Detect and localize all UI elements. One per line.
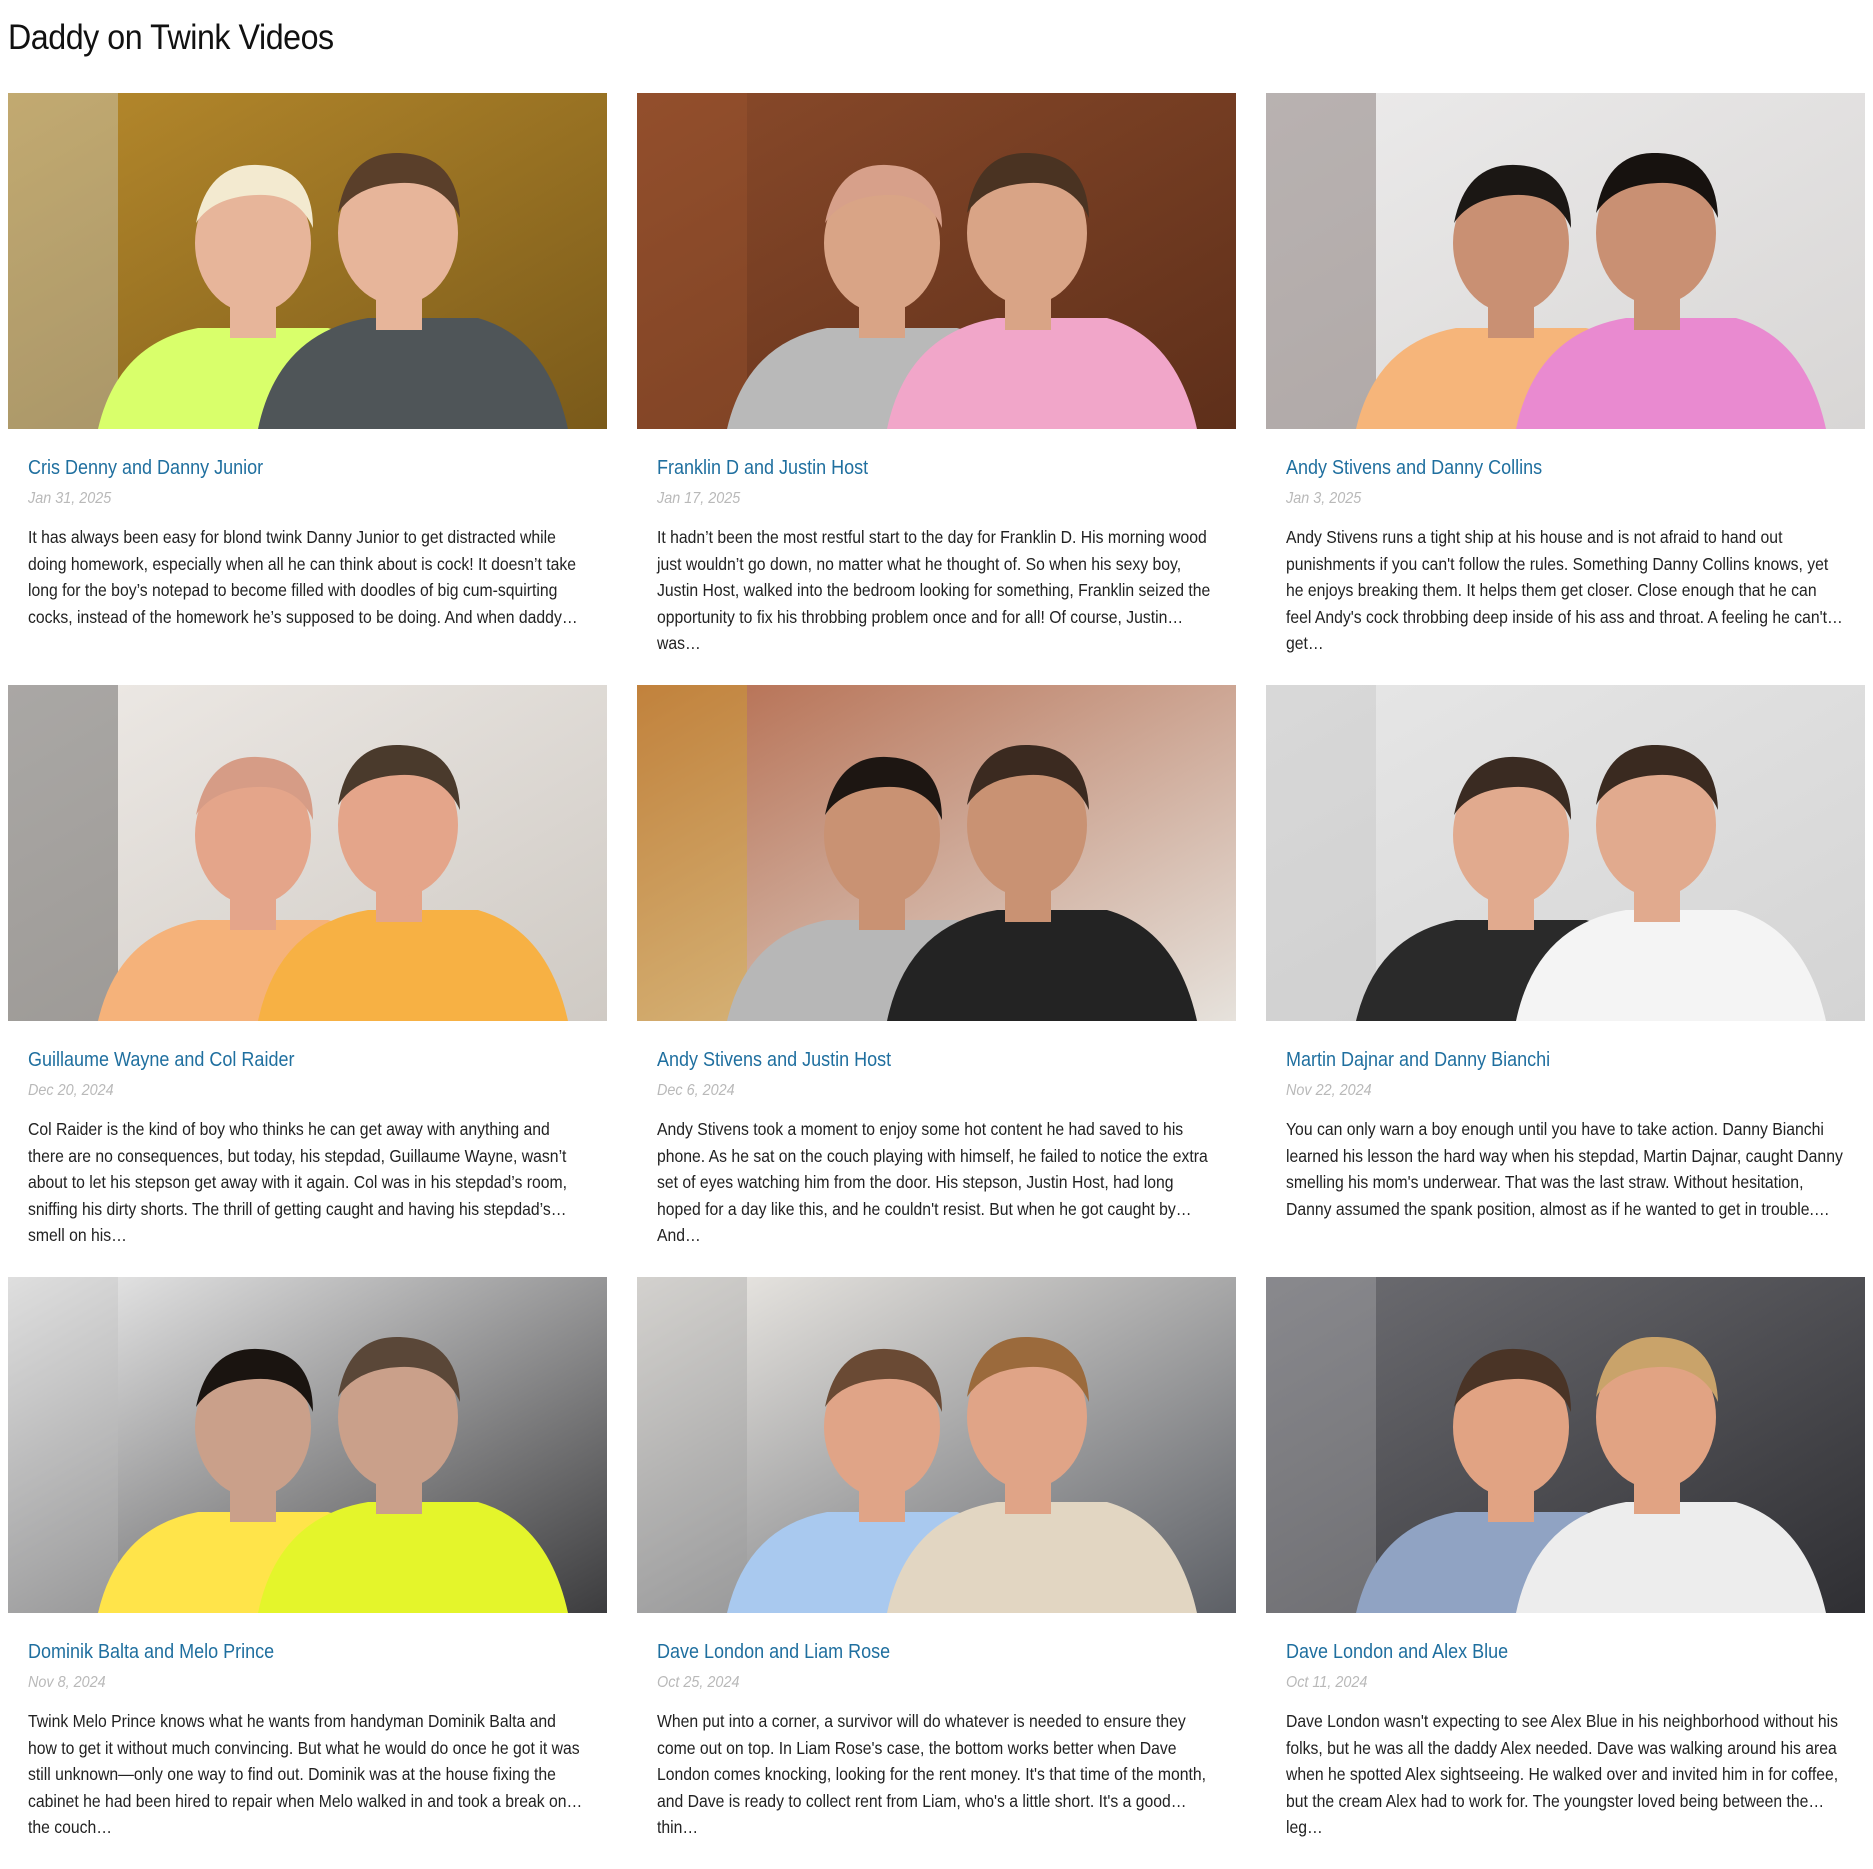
video-card — [8, 93, 607, 685]
video-title-link[interactable]: Dave London and Alex Blue — [1286, 1641, 1509, 1663]
video-description: Andy Stivens took a moment to enjoy some hot content he had saved to his phone. As he sat on the couch playing with himself, he failed to notice the extra set of eyes watching him from the door. His stepson, Justin Host, had long hoped for a day like this, and he couldn't resist. But when he got caught by And… — [657, 1119, 1208, 1245]
video-card — [637, 685, 1236, 1277]
video-description: Col Raider is the kind of boy who thinks he can get away with anything and there are no consequences, but today, his stepdad, Guillaume Wayne, wasn’t about to let his stepson get away with it again. Col was in his stepdad’s room, sniffing his dirty shorts. The thrill of getting caught and having his stepdad’s smell on his… — [28, 1119, 568, 1245]
video-title-link[interactable]: Guillaume Wayne and Col Raider — [28, 1049, 295, 1071]
video-grid — [8, 93, 1865, 1869]
video-card — [1266, 1277, 1865, 1869]
video-description: Dave London wasn't expecting to see Alex Blue in his neighborhood without his folks, but he was all the daddy Alex needed. Dave was walking around his area when he spotted Alex sightseeing. He walked over and invited him in for coffee, but the cream Alex had to work for. The youngster loved being between the leg… — [1286, 1711, 1839, 1837]
video-title-link[interactable]: Franklin D and Justin Host — [657, 457, 869, 479]
video-description: It has always been easy for blond twink Danny Junior to get distracted while doing homework, especially when all he can think about is cock! It doesn’t take long for the boy’s notepad to become filled with doodles of big cum-squirting cocks, instead of the homework he’s supposed to be doing. And when daddy… — [28, 527, 578, 627]
video-title-link[interactable]: Dominik Balta and Melo Prince — [28, 1641, 275, 1663]
video-thumbnail[interactable] — [1266, 1277, 1865, 1613]
thumbnail-image — [1266, 685, 1865, 1021]
video-title-link[interactable]: Andy Stivens and Danny Collins — [1286, 457, 1543, 479]
video-date: Jan 31, 2025 — [28, 490, 112, 507]
video-thumbnail[interactable] — [1266, 685, 1865, 1021]
video-card — [8, 1277, 607, 1869]
video-date: Oct 11, 2024 — [1286, 1674, 1368, 1691]
video-date: Nov 8, 2024 — [28, 1674, 106, 1691]
thumbnail-image — [637, 685, 1236, 1021]
video-description: When put into a corner, a survivor will do whatever is needed to ensure they come out on top. In Liam Rose's case, the bottom works better when Dave London comes knocking, looking for the rent money. It's that time of the month, and Dave is ready to collect rent from Liam, who's a little short. It's a good thin… — [657, 1711, 1207, 1837]
video-description: You can only warn a boy enough until you have to take action. Danny Bianchi learned his lesson the hard way when his stepdad, Martin Dajnar, caught Danny smelling his mom's underwear. That was the last straw. Without hesitation, Danny assumed the spank position, almost as if he wanted to get in trouble.… — [1286, 1119, 1843, 1219]
video-card — [637, 1277, 1236, 1869]
video-thumbnail[interactable] — [8, 685, 607, 1021]
video-description: Andy Stivens runs a tight ship at his house and is not afraid to hand out punishments if you can't follow the rules. Something Danny Collins knows, yet he enjoys breaking them. It helps them get closer. Close enough that he can feel Andy's cock throbbing deep inside of his ass and throat. A feeling he can't get… — [1286, 527, 1829, 653]
video-card — [1266, 93, 1865, 685]
video-title-link[interactable]: Martin Dajnar and Danny Bianchi — [1286, 1049, 1551, 1071]
video-thumbnail[interactable] — [1266, 93, 1865, 429]
thumbnail-image — [8, 685, 607, 1021]
thumbnail-image — [637, 1277, 1236, 1613]
video-date: Nov 22, 2024 — [1286, 1082, 1372, 1099]
video-date: Oct 25, 2024 — [657, 1674, 740, 1691]
video-thumbnail[interactable] — [8, 93, 607, 429]
video-date: Jan 17, 2025 — [657, 490, 741, 507]
page-title: Daddy on Twink Videos — [8, 18, 334, 57]
video-description: Twink Melo Prince knows what he wants from handyman Dominik Balta and how to get it without much convincing. But what he would do once he got it was still unknown—only one way to find out. Dominik was at the house fixing the cabinet he had been hired to repair when Melo walked in and took a break on the couch… — [28, 1711, 580, 1837]
thumbnail-image — [8, 1277, 607, 1613]
video-card — [1266, 685, 1865, 1277]
thumbnail-image — [1266, 93, 1865, 429]
video-date: Dec 6, 2024 — [657, 1082, 735, 1099]
video-description: It hadn’t been the most restful start to the day for Franklin D. His morning wood just wouldn’t go down, no matter what he thought of. So when his sexy boy, Justin Host, walked into the bedroom looking for something, Franklin seized the opportunity to fix his throbbing problem once and for all! Of course, Justin was… — [657, 527, 1211, 653]
video-thumbnail[interactable] — [8, 1277, 607, 1613]
video-date: Jan 3, 2025 — [1286, 490, 1362, 507]
thumbnail-image — [8, 93, 607, 429]
thumbnail-image — [637, 93, 1236, 429]
video-thumbnail[interactable] — [637, 685, 1236, 1021]
video-thumbnail[interactable] — [637, 93, 1236, 429]
video-card — [8, 685, 607, 1277]
video-card — [637, 93, 1236, 685]
video-date: Dec 20, 2024 — [28, 1082, 114, 1099]
video-title-link[interactable]: Andy Stivens and Justin Host — [657, 1049, 892, 1071]
thumbnail-image — [1266, 1277, 1865, 1613]
video-title-link[interactable]: Cris Denny and Danny Junior — [28, 457, 264, 479]
video-title-link[interactable]: Dave London and Liam Rose — [657, 1641, 891, 1663]
video-thumbnail[interactable] — [637, 1277, 1236, 1613]
